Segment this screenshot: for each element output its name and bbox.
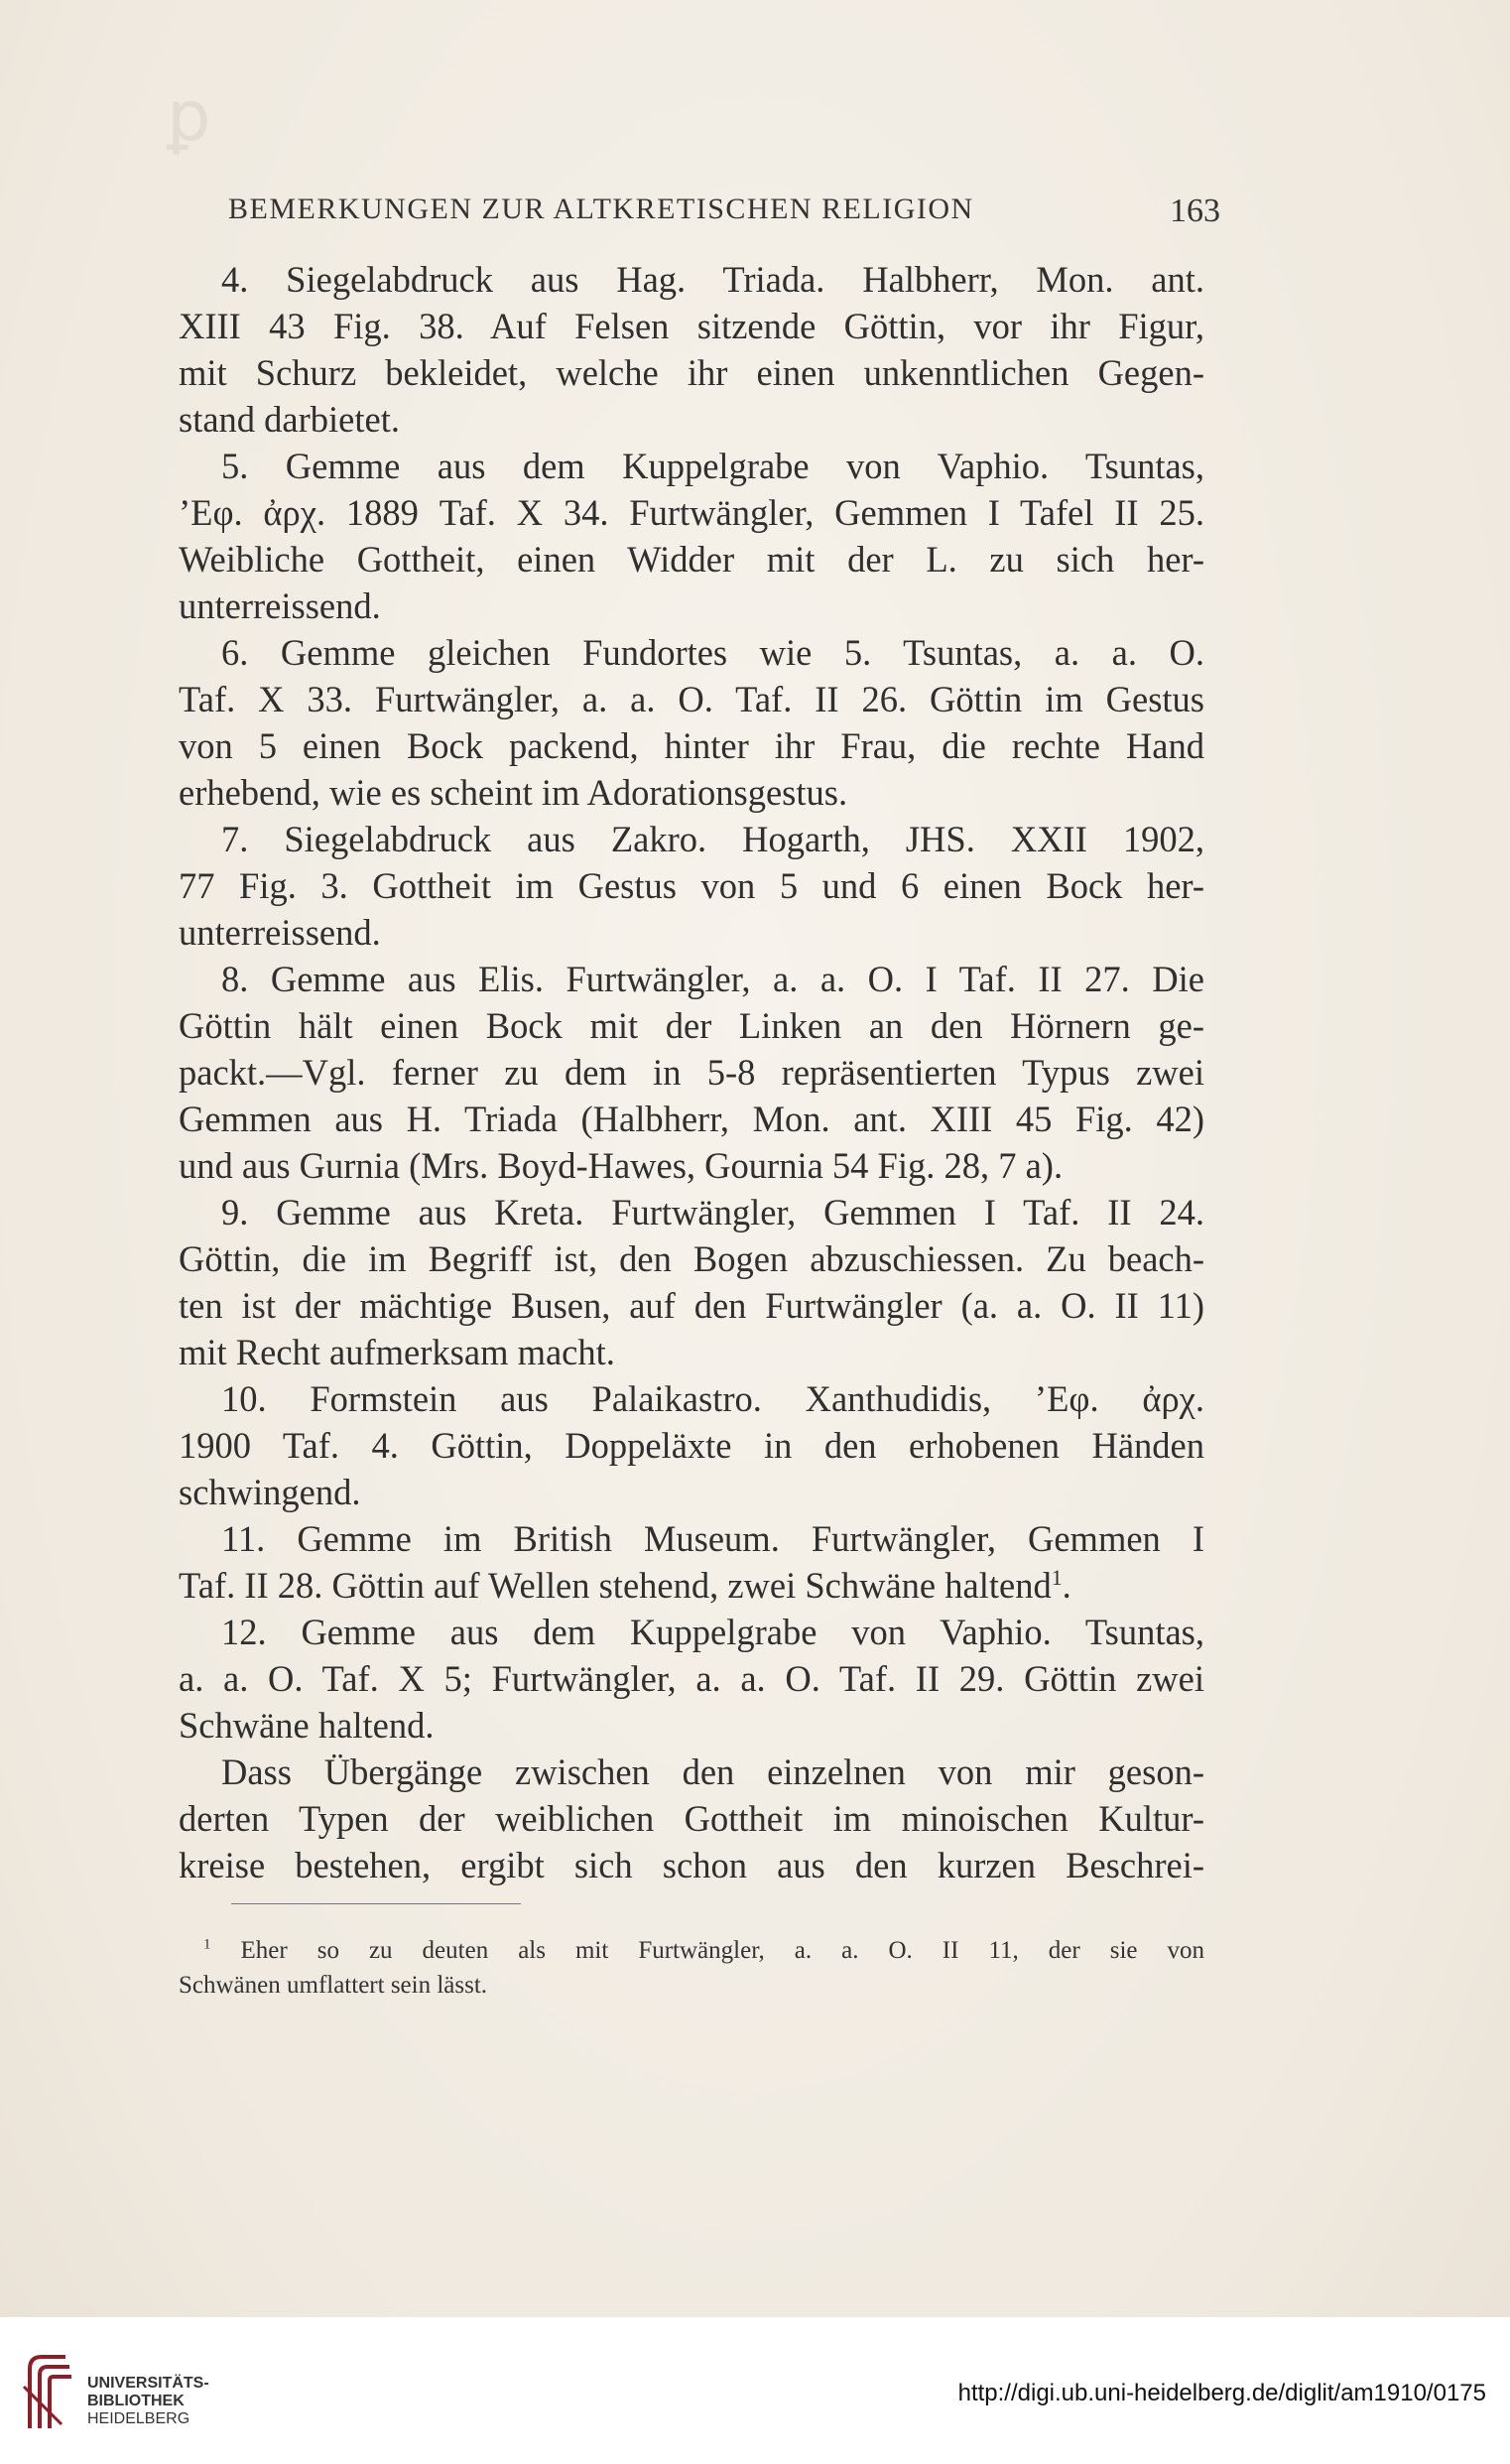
footnote-marker: 1	[203, 1936, 211, 1953]
text-line-content: derten Typen der weiblichen Gottheit im minoischen Kultur-	[179, 1798, 1204, 1839]
text-line-content: 8. Gemme aus Elis. Furtwängler, a. a. O. I Taf. II 27. Die	[221, 959, 1204, 999]
running-title: BEMERKUNGEN ZUR ALTKRETISCHEN RELIGION	[228, 193, 974, 225]
library-name-line2: BIBLIOTHEK	[87, 2393, 185, 2409]
footnote-line	[179, 1933, 1204, 1968]
text-line-content: kreise bestehen, ergibt sich schon aus den kurzen Beschrei-	[179, 1845, 1204, 1885]
text-line-content: Dass Übergänge zwischen den einzelnen von mir geson-	[221, 1751, 1204, 1792]
text-line-content: stand darbietet.	[179, 399, 400, 440]
footnotes	[179, 1933, 1204, 2003]
text-line-content: schwingend.	[179, 1472, 361, 1512]
text-line-content: Gemmen aus H. Triada (Halbherr, Mon. ant. XIII 45 Fig. 42)	[179, 1099, 1204, 1139]
text-line	[179, 1282, 1204, 1329]
text-line-content: XIII 43 Fig. 38. Auf Felsen sitzende Göttin, vor ihr Figur,	[179, 306, 1204, 346]
text-line	[179, 1469, 1204, 1515]
running-head	[228, 193, 1220, 242]
text-line	[179, 1329, 1204, 1375]
text-line	[179, 1842, 1204, 1888]
text-line	[179, 1609, 1204, 1655]
text-line	[179, 349, 1204, 396]
text-line-content: Göttin hält einen Bock mit der Linken an den Hörnern ge-	[179, 1005, 1204, 1046]
text-line-content: Taf. X 33. Furtwängler, a. a. O. Taf. II 26. Göttin im Gestus	[179, 679, 1204, 719]
text-line	[179, 956, 1204, 1002]
text-line	[179, 1702, 1204, 1749]
text-line	[179, 1096, 1204, 1142]
text-line-content: 12. Gemme aus dem Kuppelgrabe von Vaphio. Tsuntas,	[221, 1612, 1204, 1652]
text-line-content: Weibliche Gottheit, einen Widder mit der L. zu sich her-	[179, 539, 1204, 580]
text-line	[179, 1189, 1204, 1235]
text-line: Taf. II 28. Göttin auf Wellen stehend, zwei Schwäne haltend$^1$.	[179, 1564, 1071, 1606]
text-line-content: unterreissend.	[179, 912, 381, 953]
text-line-content: unterreissend.	[179, 585, 381, 626]
text-line	[179, 303, 1204, 349]
text-line-content: und aus Gurnia (Mrs. Boyd-Hawes, Gournia 54 Fig. 28, 7 a).	[179, 1145, 1064, 1186]
text-line	[179, 816, 1204, 862]
text-line-content: 10. Formstein aus Palaikastro. Xanthudidis, ’Εφ. ἀρχ.	[221, 1378, 1204, 1419]
library-footer	[0, 2317, 1510, 2464]
text-line	[179, 769, 1204, 816]
source-url-link[interactable]: http://digi.ub.uni-heidelberg.de/diglit/am1910/0175	[957, 2380, 1486, 2406]
footnote-line	[179, 1968, 1204, 2003]
text-line	[179, 1422, 1204, 1469]
text-line	[179, 1795, 1204, 1842]
text-line-content: mit Recht aufmerksam macht.	[179, 1332, 615, 1372]
text-line-content: 6. Gemme gleichen Fundortes wie 5. Tsuntas, a. a. O.	[221, 632, 1204, 673]
text-line	[179, 676, 1204, 722]
library-name	[87, 2375, 209, 2428]
text-line	[179, 443, 1204, 489]
text-line-content: Taf. II 28. Göttin auf Wellen stehend, zwei Schwäne haltend	[179, 1565, 1052, 1606]
text-line-content: packt.—Vgl. ferner zu dem in 5-8 repräsentierten Typus zwei	[179, 1052, 1204, 1093]
text-line-content: 7. Siegelabdruck aus Zakro. Hogarth, JHS. XXII 1902,	[221, 819, 1204, 859]
footnote-line-content: Eher so zu deuten als mit Furtwängler, a. a. O. II 11, der sie von	[240, 1937, 1204, 1964]
text-line	[179, 1655, 1204, 1702]
text-line-content: mit Schurz bekleidet, welche ihr einen unkenntlichen Gegen-	[179, 352, 1204, 393]
text-line	[179, 1749, 1204, 1795]
text-line	[179, 396, 1204, 443]
text-line	[179, 1142, 1204, 1189]
text-line-content: a. a. O. Taf. X 5; Furtwängler, a. a. O. Taf. II 29. Göttin zwei	[179, 1658, 1204, 1699]
pencil-mark: ꝑ	[167, 75, 211, 157]
text-line	[179, 1002, 1204, 1049]
text-line-content: Schwäne haltend.	[179, 1705, 435, 1746]
text-line	[179, 489, 1204, 536]
text-line	[179, 1515, 1204, 1562]
page-number: 163	[1170, 193, 1220, 229]
text-line	[179, 629, 1204, 676]
text-line-content: 4. Siegelabdruck aus Hag. Triada. Halbherr, Mon. ant.	[221, 259, 1204, 300]
footnote-rule	[231, 1903, 521, 1904]
text-line-content: ten ist der mächtige Busen, auf den Furtwängler (a. a. O. II 11)	[179, 1285, 1204, 1326]
text-line-content: 1900 Taf. 4. Göttin, Doppeläxte in den erhobenen Händen	[179, 1425, 1204, 1466]
body-text	[179, 256, 1204, 1888]
text-line-content: erhebend, wie es scheint im Adorationsgestus.	[179, 772, 848, 813]
text-line-content: 77 Fig. 3. Gottheit im Gestus von 5 und 6 einen Bock her-	[179, 865, 1204, 906]
footnote-ref[interactable]: 1	[1051, 1564, 1063, 1590]
text-line-content: 11. Gemme im British Museum. Furtwängler, Gemmen I	[221, 1518, 1204, 1559]
text-line-content: Göttin, die im Begriff ist, den Bogen abzuschiessen. Zu beach-	[179, 1238, 1204, 1279]
text-line	[179, 536, 1204, 583]
library-logo-icon[interactable]	[18, 2347, 73, 2436]
text-line	[179, 862, 1204, 909]
library-name-line3: HEIDELBERG	[87, 2410, 190, 2427]
footnote-line-content: Schwänen umflattert sein lässt.	[179, 1972, 488, 1999]
text-line	[179, 1235, 1204, 1282]
text-line	[179, 909, 1204, 956]
library-name-line1: UNIVERSITÄTS-	[87, 2375, 209, 2392]
text-line	[179, 1049, 1204, 1096]
text-line-content: 5. Gemme aus dem Kuppelgrabe von Vaphio. Tsuntas,	[221, 446, 1204, 486]
text-line	[179, 256, 1204, 303]
text-line-content: ’Εφ. ἀρχ. 1889 Taf. X 34. Furtwängler, Gemmen I Tafel II 25.	[179, 492, 1204, 533]
text-line-content: 9. Gemme aus Kreta. Furtwängler, Gemmen I Taf. II 24.	[221, 1192, 1204, 1232]
text-line	[179, 1375, 1204, 1422]
text-line	[179, 722, 1204, 769]
text-line-content: von 5 einen Bock packend, hinter ihr Frau, die rechte Hand	[179, 725, 1204, 766]
text-line	[179, 583, 1204, 629]
